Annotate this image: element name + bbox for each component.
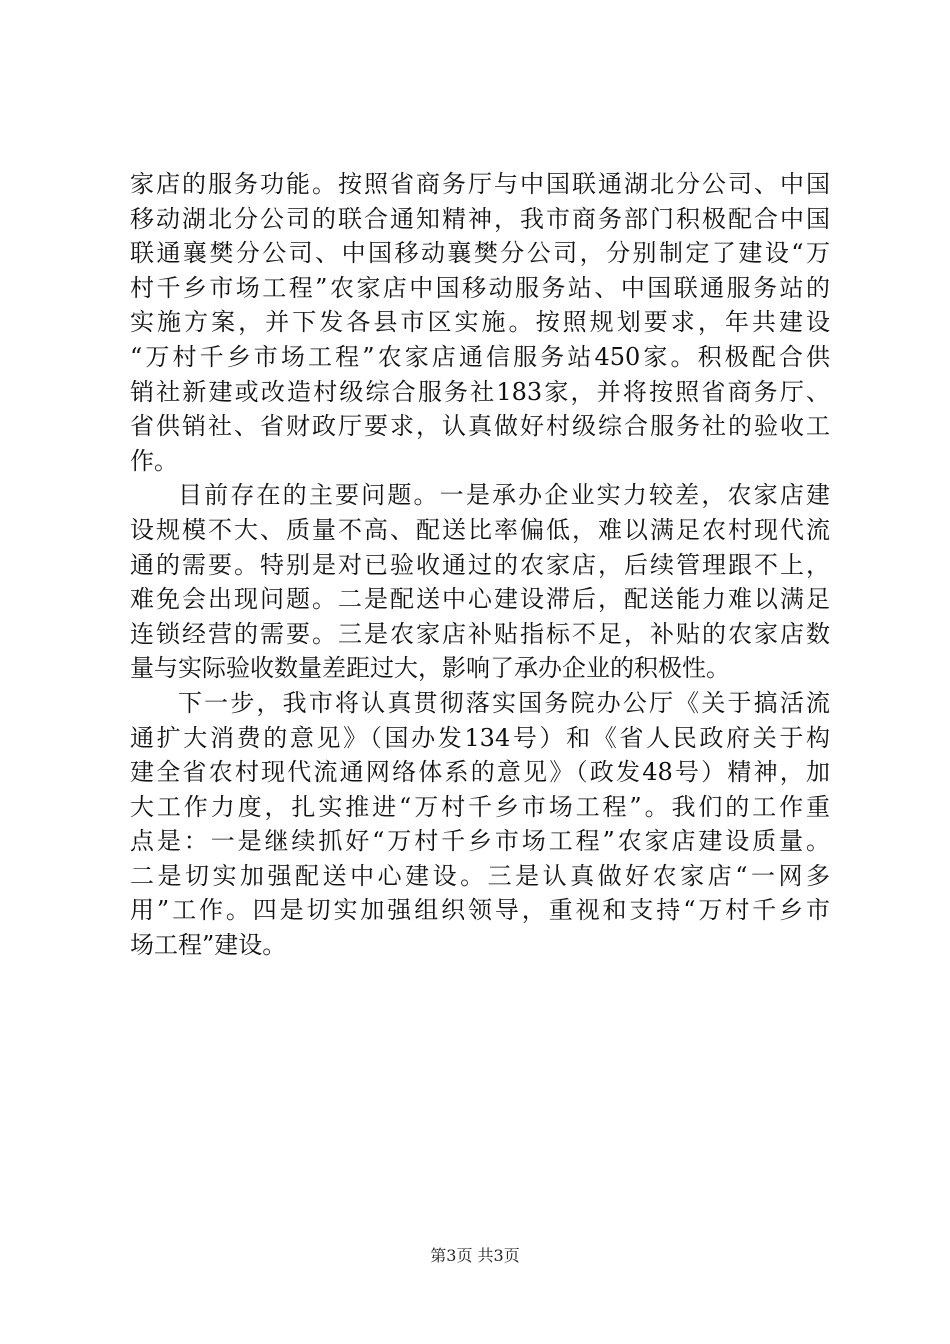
text-line: 难免会出现问题。二是配送中心建设滞后，配送能力难以满足 (130, 585, 830, 614)
text-line: 设规模不大、质量不高、配送比率偏低，难以满足农村现代流 (130, 515, 830, 544)
text-line: 连锁经营的需要。三是农家店补贴指标不足，补贴的农家店数 (130, 619, 830, 648)
text-line: 联通襄樊分公司、中国移动襄樊分公司，分别制定了建设“万 (130, 239, 830, 268)
text-line: 大工作力度，扎实推进“万村千乡市场工程”。我们的工作重 (130, 792, 830, 821)
text-line: 二是切实加强配送中心建设。三是认真做好农家店“一网多 (130, 861, 830, 890)
text-line: “万村千乡市场工程”农家店通信服务站450家。积极配合供 (130, 342, 830, 371)
text-line: 下一步，我市将认真贯彻落实国务院办公厅《关于搞活流 (178, 688, 830, 717)
page-number-footer: 第3页 共3页 (430, 1246, 520, 1265)
text-line: 实施方案，并下发各县市区实施。按照规划要求，年共建设 (130, 308, 830, 337)
text-line: 销社新建或改造村级综合服务社183家，并将按照省商务厅、 (130, 377, 830, 406)
paragraph-1 (130, 167, 830, 478)
text-line: 点是：一是继续抓好“万村千乡市场工程”农家店建设质量。 (130, 827, 830, 856)
text-line: 用”工作。四是切实加强组织领导，重视和支持“万村千乡市 (130, 896, 830, 925)
paragraph-3 (130, 686, 830, 963)
text-line: 家店的服务功能。按照省商务厅与中国联通湖北分公司、中国 (130, 170, 830, 198)
text-line: 目前存在的主要问题。一是承办企业实力较差，农家店建 (178, 481, 830, 510)
text-line: 移动湖北分公司的联合通知精神，我市商务部门积极配合中国 (130, 204, 830, 233)
text-line: 通扩大消费的意见》（国办发134号）和《省人民政府关于构 (130, 723, 830, 752)
paragraph-2 (130, 478, 830, 686)
text-line: 省供销社、省财政厅要求，认真做好村级综合服务社的验收工 (130, 412, 830, 441)
text-line: 作。 (130, 446, 178, 475)
text-line: 量与实际验收数量差距过大，影响了承办企业的积极性。 (130, 654, 730, 683)
text-line: 通的需要。特别是对已验收通过的农家店，后续管理跟不上， (130, 550, 830, 579)
text-line: 建全省农村现代流通网络体系的意见》（政发48号）精神，加 (130, 758, 830, 787)
text-line: 村千乡市场工程”农家店中国移动服务站、中国联通服务站的 (130, 273, 830, 302)
document-body (130, 167, 830, 963)
text-line: 场工程”建设。 (130, 931, 287, 960)
